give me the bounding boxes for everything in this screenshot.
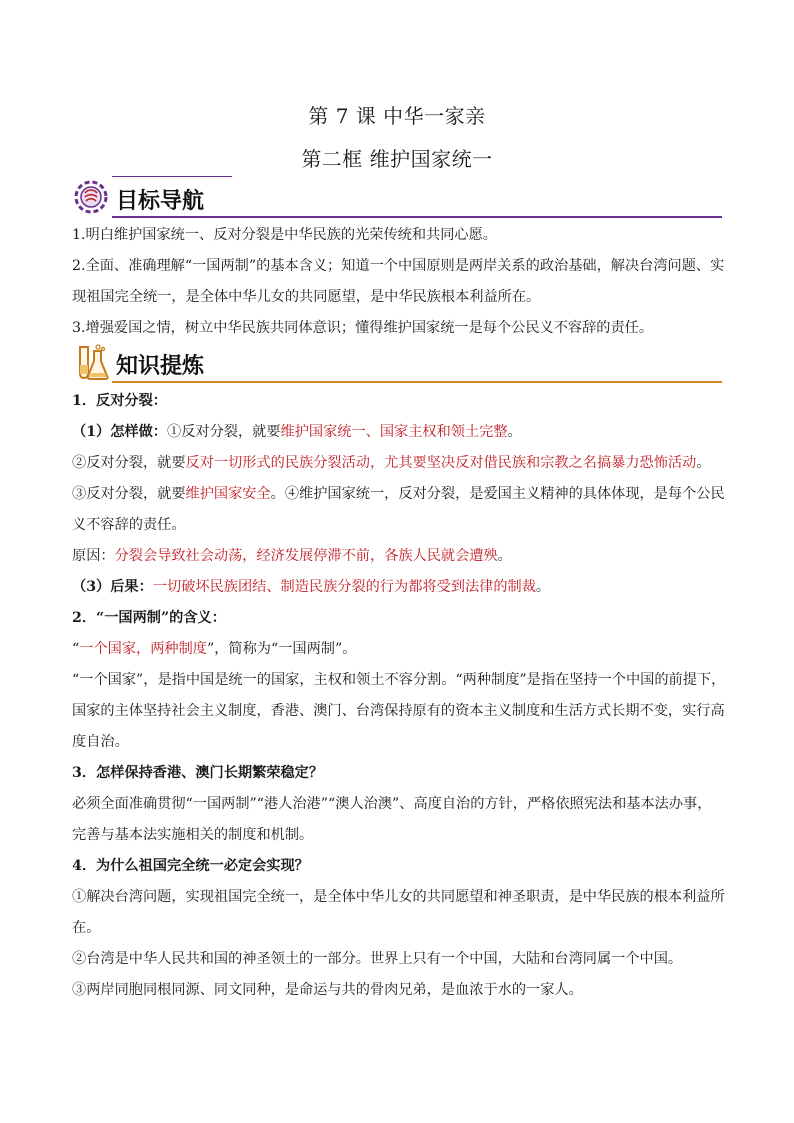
goals-heading: 目标导航 [116,189,205,214]
knowledge-heading: 知识提炼 [116,354,205,379]
q2-line-4: 度自治。 [72,734,129,750]
question-3-title: 3．怎样保持香港、澳门长期繁荣稳定？ [72,765,324,781]
goal-item: 2.全面、准确理解“一国两制”的基本含义；知道一个中国原则是两岸关系的政治基础，解决台湾问题、实 [72,258,725,274]
q4-line-4: ③两岸同胞同根同源、同文同种，是命运与共的骨肉兄弟，是血浓于水的一家人。 [72,982,583,998]
q1-point-3-cont: 义不容辞的责任。 [72,517,186,533]
flask-icon [72,343,110,381]
q1-how-label: （1）怎样做： [72,424,167,440]
heading-top-line [112,176,232,177]
q1-point-3-highlight: 维护国家安全 [185,486,271,502]
q4-line-3: ②台湾是中华人民共和国的神圣领土的一部分。世界上只有一个中国，大陆和台湾同属一个中国。 [72,951,683,967]
q1-result-label: （3）后果： [72,579,153,595]
goal-item: 1.明白维护国家统一、反对分裂是中华民族的光荣传统和共同心愿。 [72,227,497,243]
q1-result [72,572,724,603]
q2-open-quote: “ [72,641,80,657]
q1-reason-end: 。 [497,548,512,564]
q1-point-3 [72,479,724,510]
goal-item: 3.增强爱国之情，树立中华民族共同体意识；懂得维护国家统一是每个公民义不容辞的责任。 [72,320,654,336]
goals-list [72,220,724,344]
q1-reason [72,541,724,572]
knowledge-body [72,386,724,1006]
goal-item: 现祖国完全统一，是全体中华儿女的共同愿望，是中华民族根本利益所在。 [72,289,541,305]
q2-line-2: “一个国家”，是指中国是统一的国家，主权和领土不容分割。“两种制度”是指在坚持一个中国的前提下， [72,672,726,688]
q1-how-highlight: 维护国家统一、国家主权和领土完整 [280,424,508,440]
section-title: 第二框 维护国家统一 [301,147,493,171]
q3-line-2: 完善与基本法实施相关的制度和机制。 [72,827,314,843]
question-4-title: 4．为什么祖国完全统一必定会实现？ [72,858,309,874]
q2-line-3: 国家的主体坚持社会主义制度，香港、澳门、台湾保持原有的资本主义制度和生活方式长期不变，实行高 [72,703,725,719]
q4-line-1: ①解决台湾问题，实现祖国完全统一，是全体中华儿女的共同愿望和神圣职责，是中华民族的根本利益所 [72,889,725,905]
question-1-title: 1．反对分裂： [72,393,167,409]
q1-point-2-highlight: 反对一切形式的民族分裂活动，尤其要坚决反对借民族和宗教之名搞暴力恐怖活动 [185,455,697,471]
q2-highlight: 一个国家，两种制度 [79,641,207,657]
goals-divider [112,216,722,218]
q1-point-2-text: ②反对分裂，就要 [72,455,186,471]
q1-point-2-end: 。 [696,455,711,471]
q1-point-3-text: ③反对分裂，就要 [72,486,186,502]
q1-point-3-rest: 。④维护国家统一，反对分裂，是爱国主义精神的具体体现，是每个公民 [270,486,725,502]
lesson-title: 第 7 课 中华一家亲 [308,104,486,128]
q1-result-highlight: 一切破坏民族团结、制造民族分裂的行为都将受到法律的制裁 [152,579,536,595]
q1-reason-highlight: 分裂会导致社会动荡，经济发展停滞不前，各族人民就会遭殃 [114,548,498,564]
q2-line-1 [72,634,724,665]
q1-result-end: 。 [535,579,551,595]
q1-how-text: ①反对分裂，就要 [167,424,281,440]
goals-heading-bar [72,178,722,218]
q1-reason-label: 原因： [72,548,115,564]
q2-line-1-end: ”，简称为“一国两制”。 [206,641,357,657]
q1-how-end: 。 [507,424,522,440]
brain-gear-icon [72,178,110,216]
question-2-title: 2．“一国两制”的含义： [72,610,226,626]
q1-point-2 [72,448,724,479]
q1-how-line [72,417,724,448]
q4-line-2: 在。 [72,920,101,936]
knowledge-heading-bar [72,343,722,383]
q3-line-1: 必须全面准确贯彻“一国两制”“港人治港”“澳人治澳”、高度自治的方针，严格依照宪法和基本法办事， [72,796,712,812]
knowledge-divider [112,381,722,383]
